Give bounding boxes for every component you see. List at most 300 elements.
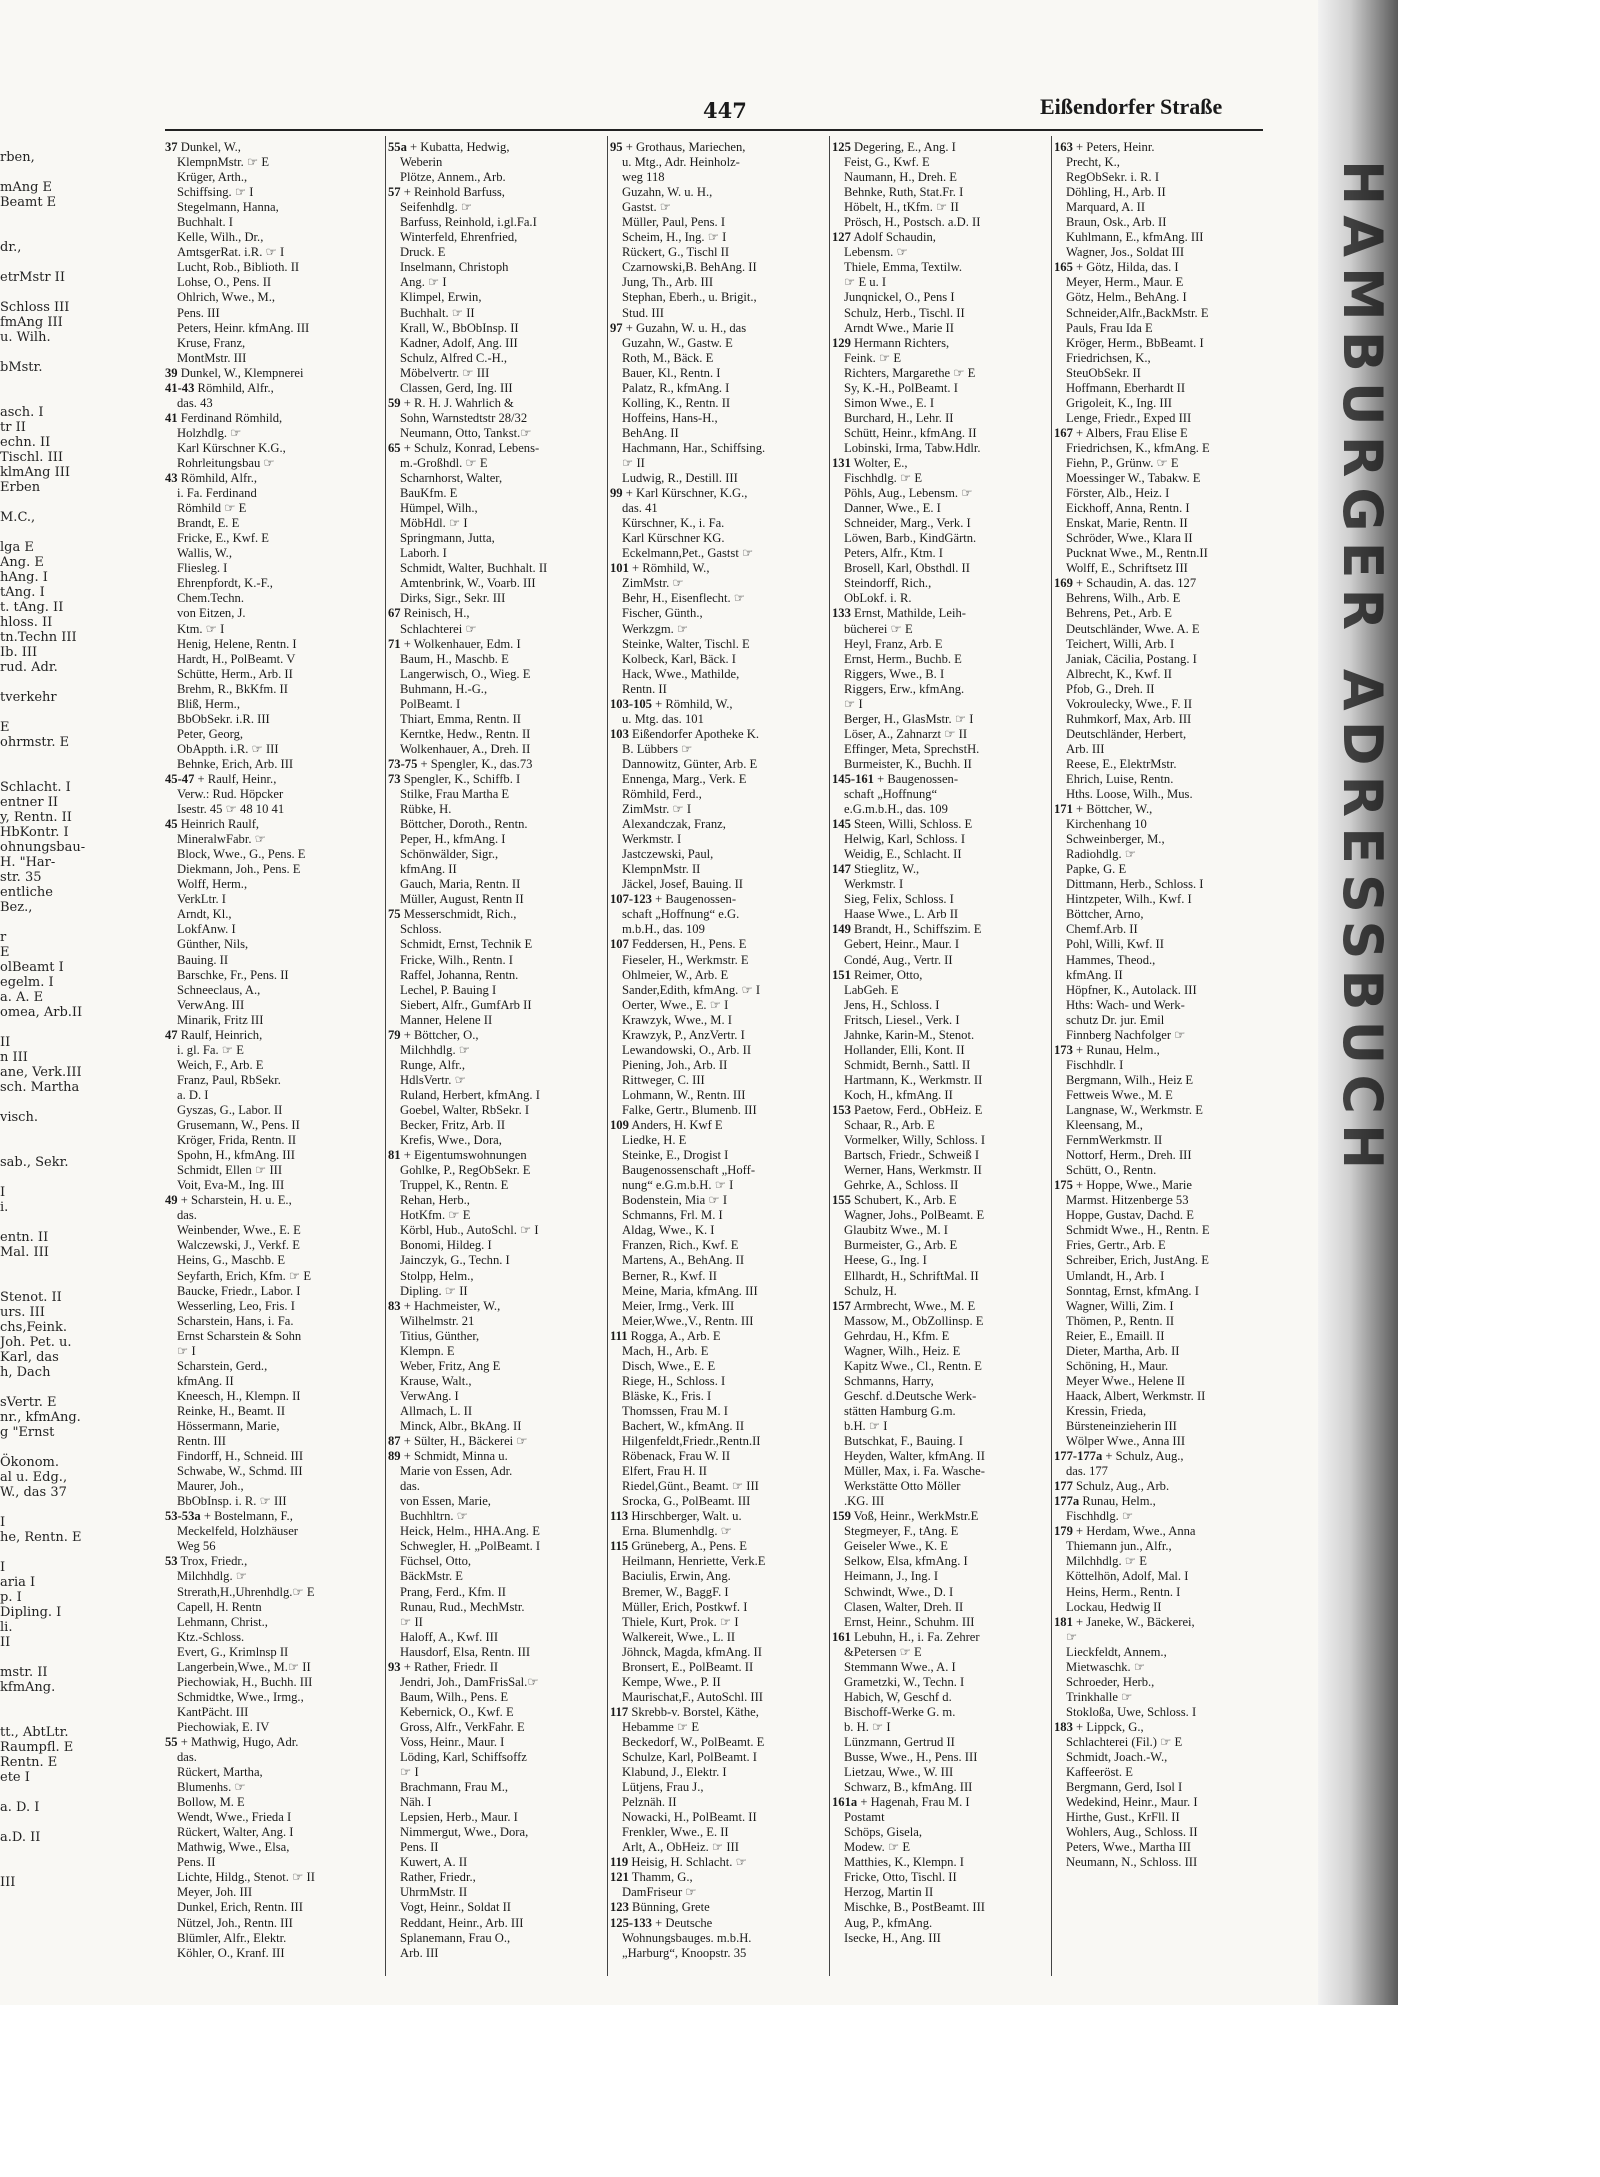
resident-entry xyxy=(832,787,1050,802)
resident-entry xyxy=(1054,1600,1272,1615)
resident-entry xyxy=(165,426,383,441)
entry-text: Burchard, H., Lehr. II xyxy=(844,410,954,425)
entry-text: Modew. ☞ E xyxy=(844,1840,911,1855)
entry-text: „Harburg“, Knoopstr. 35 xyxy=(622,1945,747,1960)
house-number: 159 xyxy=(832,1509,851,1524)
house-number-entry xyxy=(165,1735,383,1750)
resident-entry xyxy=(388,1539,606,1554)
resident-entry xyxy=(832,1088,1050,1103)
resident-entry xyxy=(1054,1103,1272,1118)
entry-text: Fieseler, H., Werkmstr. E xyxy=(622,952,749,967)
resident-entry xyxy=(1054,245,1272,260)
entry-text: Arb. III xyxy=(400,1945,439,1960)
entry-text: Heyden, Walter, kfmAng. II xyxy=(844,1449,985,1464)
facing-page-line xyxy=(0,750,70,765)
resident-entry xyxy=(388,968,606,983)
resident-entry xyxy=(388,321,606,336)
facing-page-line: Rentn. E xyxy=(0,1755,58,1770)
house-number: 75 xyxy=(388,907,401,922)
entry-text: Gehrke, A., Schloss. II xyxy=(844,1178,959,1193)
entry-text: Weg 56 xyxy=(177,1539,216,1554)
entry-text: i. Fa. Ferdinand xyxy=(177,486,257,501)
entry-text: Siebert, Alfr., GumfArb II xyxy=(400,997,532,1012)
facing-page-line: li. xyxy=(0,1620,13,1635)
entry-text: Brandt, H., Schiffszim. E xyxy=(850,922,982,937)
entry-text: Bremer, W., BaggF. I xyxy=(622,1584,729,1599)
resident-entry xyxy=(388,1554,606,1569)
entry-text: Dunkel, Erich, Rentn. III xyxy=(177,1900,303,1915)
resident-entry xyxy=(165,531,383,546)
resident-entry xyxy=(1054,306,1272,321)
house-number: 161a xyxy=(832,1795,858,1810)
entry-text: Wolff, E., Schriftsetz III xyxy=(1066,561,1188,576)
resident-entry xyxy=(165,1720,383,1735)
resident-entry xyxy=(832,622,1050,637)
entry-text: Palatz, R., kfmAng. I xyxy=(622,380,730,395)
entry-text: Holzhdlg. ☞ xyxy=(177,425,242,440)
column-3 xyxy=(610,140,828,1970)
resident-entry xyxy=(388,1193,606,1208)
facing-page-line xyxy=(0,1095,70,1110)
resident-entry xyxy=(165,1630,383,1645)
entry-text: b.H. ☞ I xyxy=(844,1418,888,1433)
facing-page-line: hloss. II xyxy=(0,615,53,630)
resident-entry xyxy=(610,1208,828,1223)
entry-text: Rohrleitungsbau ☞ xyxy=(177,455,275,470)
entry-text: Thiemann jun., Alfr., xyxy=(1066,1539,1172,1554)
resident-entry xyxy=(165,1645,383,1660)
entry-text: Marie von Essen, Adr. xyxy=(400,1464,513,1479)
house-number-entry xyxy=(832,817,1050,832)
resident-entry xyxy=(388,1931,606,1946)
facing-page-line: nr., kfmAng. xyxy=(0,1410,81,1425)
house-number-entry xyxy=(1054,140,1272,155)
resident-entry xyxy=(1054,832,1272,847)
resident-entry xyxy=(1054,892,1272,907)
resident-entry xyxy=(165,802,383,817)
entry-text: Schiffsing. ☞ I xyxy=(177,185,254,200)
entry-text: Alexandczak, Franz, xyxy=(622,817,726,832)
entry-text: Höpfner, K., Autolack. III xyxy=(1066,982,1197,997)
entry-text: Krause, Walt., xyxy=(400,1373,472,1388)
house-number-entry xyxy=(1054,260,1272,275)
resident-entry xyxy=(832,215,1050,230)
house-number-entry xyxy=(1054,1449,1272,1464)
house-number: 101 xyxy=(610,561,629,576)
entry-text: Piechowiak, E. IV xyxy=(177,1719,270,1734)
entry-text: Capell, H. Rentn xyxy=(177,1599,262,1614)
entry-text: Trinkhalle ☞ xyxy=(1066,1689,1133,1704)
facing-page-line: tverkehr xyxy=(0,690,57,705)
facing-page-line xyxy=(0,1260,70,1275)
resident-entry xyxy=(388,516,606,531)
resident-entry xyxy=(1054,1314,1272,1329)
entry-text: Allmach, L. II xyxy=(400,1403,473,1418)
entry-text: Rückert, Martha, xyxy=(177,1765,263,1780)
resident-entry xyxy=(388,351,606,366)
entry-text: ZimMstr. ☞ xyxy=(622,576,684,591)
house-number: 65 xyxy=(388,440,401,455)
entry-text: Schulz, Herb., Tischl. II xyxy=(844,305,965,320)
resident-entry xyxy=(165,1253,383,1268)
entry-text: Hths: Wach- und Werk- xyxy=(1066,997,1185,1012)
entry-text: Friedrichsen, K., kfmAng. E xyxy=(1066,440,1210,455)
entry-text: Dunkel, W., Klempnerei xyxy=(177,365,304,380)
resident-entry xyxy=(388,426,606,441)
resident-entry xyxy=(165,561,383,576)
resident-entry xyxy=(1054,366,1272,381)
resident-entry xyxy=(610,1449,828,1464)
resident-entry xyxy=(165,260,383,275)
resident-entry xyxy=(610,862,828,877)
resident-entry xyxy=(388,622,606,637)
entry-text: Glaubitz Wwe., M. I xyxy=(844,1223,948,1238)
house-number-entry xyxy=(832,968,1050,983)
resident-entry xyxy=(165,1931,383,1946)
entry-text: .KG. III xyxy=(844,1494,885,1509)
entry-text: Kuwert, A. II xyxy=(400,1855,468,1870)
facing-page-line: p. I xyxy=(0,1590,22,1605)
resident-entry xyxy=(388,652,606,667)
resident-entry xyxy=(832,697,1050,712)
entry-text: Kröger, Herm., BbBeamt. I xyxy=(1066,335,1204,350)
facing-page-line: sab., Sekr. xyxy=(0,1155,69,1170)
entry-text: Fischer, Günth., xyxy=(622,606,703,621)
entry-text: Ferdinand Römhild, xyxy=(177,410,283,425)
facing-page-line xyxy=(0,255,70,270)
entry-text: Beckedorf, W., PolBeamt. E xyxy=(622,1734,765,1749)
resident-entry xyxy=(165,862,383,877)
facing-page-line xyxy=(0,1845,70,1860)
entry-text: Rübke, H. xyxy=(400,802,452,817)
resident-entry xyxy=(388,1810,606,1825)
facing-page-edge xyxy=(0,150,86,1890)
entry-text: Hack, Wwe., Mathilde, xyxy=(622,666,740,681)
resident-entry xyxy=(388,1163,606,1178)
resident-entry xyxy=(165,637,383,652)
house-number: 177a xyxy=(1054,1494,1080,1509)
entry-text: Raffel, Johanna, Rentn. xyxy=(400,967,519,982)
resident-entry xyxy=(1054,1284,1272,1299)
resident-entry xyxy=(832,591,1050,606)
resident-entry xyxy=(388,1314,606,1329)
entry-text: Arndt Wwe., Marie II xyxy=(844,320,954,335)
resident-entry xyxy=(388,697,606,712)
house-number: 45 xyxy=(165,817,178,832)
entry-text: Schütte, Herm., Arb. II xyxy=(177,666,293,681)
resident-entry xyxy=(388,1825,606,1840)
entry-text: i. gl. Fa. ☞ E xyxy=(177,1042,244,1057)
resident-entry xyxy=(388,1208,606,1223)
house-number: 171 xyxy=(1054,802,1073,817)
entry-text: Prang, Ferd., Kfm. II xyxy=(400,1584,506,1599)
resident-entry xyxy=(165,1223,383,1238)
column-5 xyxy=(1054,140,1272,1970)
facing-page-line xyxy=(0,1125,70,1140)
entry-text: Manner, Helene II xyxy=(400,1012,493,1027)
house-number: 133 xyxy=(832,606,851,621)
entry-text: Jöhnck, Magda, kfmAng. II xyxy=(622,1644,762,1659)
resident-entry xyxy=(1054,1389,1272,1404)
entry-text: Kressin, Frieda, xyxy=(1066,1403,1147,1418)
house-number: 93 xyxy=(388,1659,401,1674)
resident-entry xyxy=(1054,1434,1272,1449)
resident-entry xyxy=(610,667,828,682)
entry-text: Meyer Wwe., Helene II xyxy=(1066,1373,1186,1388)
entry-text: Klempn. E xyxy=(400,1343,455,1358)
house-number-entry xyxy=(388,907,606,922)
entry-text: Gross, Alfr., VerkFahr. E xyxy=(400,1719,525,1734)
facing-page-line: omea, Arb.II xyxy=(0,1005,83,1020)
entry-text: Riggers, Wwe., B. I xyxy=(844,666,945,681)
entry-text: Albrecht, K., Kwf. II xyxy=(1066,666,1172,681)
house-number-entry xyxy=(610,1329,828,1344)
resident-entry xyxy=(610,1163,828,1178)
resident-entry xyxy=(388,1178,606,1193)
facing-page-line: i. xyxy=(0,1200,9,1215)
resident-entry xyxy=(388,1223,606,1238)
entry-text: B. Lübbers ☞ xyxy=(622,741,693,756)
resident-entry xyxy=(165,727,383,742)
entry-text: Fettweis Wwe., M. E xyxy=(1066,1087,1173,1102)
entry-text: von Eitzen, J. xyxy=(177,606,246,621)
entry-text: stätten Hamburg G.m. xyxy=(844,1403,956,1418)
entry-text: Erna. Blumenhdlg. ☞ xyxy=(622,1524,732,1539)
resident-entry xyxy=(832,1600,1050,1615)
resident-entry xyxy=(832,1374,1050,1389)
entry-text: + Hagenah, Frau M. I xyxy=(857,1795,970,1810)
entry-text: Thamm, G., xyxy=(628,1870,693,1885)
facing-page-line: h, Dach xyxy=(0,1365,51,1380)
entry-text: Paetow, Ferd., ObHeiz. E xyxy=(850,1103,983,1117)
resident-entry xyxy=(1054,712,1272,727)
entry-text: Neumann, N., Schloss. III xyxy=(1066,1855,1198,1870)
resident-entry xyxy=(832,937,1050,952)
resident-entry xyxy=(165,1058,383,1073)
spine-text: HAMBURGER ADRESSBUCH xyxy=(1331,160,1394,1180)
resident-entry xyxy=(388,260,606,275)
resident-entry xyxy=(388,1675,606,1690)
facing-page-line: Erben xyxy=(0,480,41,495)
entry-text: Werkmstr. I xyxy=(844,877,904,892)
house-number-entry xyxy=(388,757,606,772)
entry-text: Martens, A., BehAng. II xyxy=(622,1253,745,1268)
entry-text: Milchhdlg. ☞ xyxy=(177,1569,248,1584)
entry-text: Bartsch, Friedr., Schweiß I xyxy=(844,1148,980,1163)
house-number-entry xyxy=(610,1900,828,1915)
entry-text: Koch, H., kfmAng. II xyxy=(844,1087,953,1102)
resident-entry xyxy=(610,1675,828,1690)
entry-text: Römhild, Alfr., xyxy=(177,471,258,486)
facing-page-line: Raumpfl. E xyxy=(0,1740,74,1755)
entry-text: + Römhild, W., xyxy=(651,696,733,711)
facing-page-line: egelm. I xyxy=(0,975,54,990)
facing-page-line xyxy=(0,375,70,390)
house-number-entry xyxy=(610,1705,828,1720)
entry-text: MontMstr. III xyxy=(177,350,247,365)
entry-text: Schwarz, B., kfmAng. III xyxy=(844,1780,973,1795)
entry-text: Degering, E., Ang. I xyxy=(850,140,956,154)
entry-text: Stieglitz, W., xyxy=(850,862,920,877)
resident-entry xyxy=(165,1524,383,1539)
entry-text: Kempe, Wwe., P. II xyxy=(622,1674,721,1689)
entry-text: Schneider,Alfr.,BackMstr. E xyxy=(1066,305,1209,320)
resident-entry xyxy=(165,1163,383,1178)
house-number: 157 xyxy=(832,1298,851,1313)
entry-text: Römhild ☞ E xyxy=(177,501,247,516)
entry-text: Ktm. ☞ I xyxy=(177,621,225,636)
resident-entry xyxy=(1054,1750,1272,1765)
entry-text: + Baugenossen- xyxy=(651,892,737,907)
resident-entry xyxy=(388,1374,606,1389)
resident-entry xyxy=(1054,1253,1272,1268)
facing-page-line: E xyxy=(0,945,10,960)
entry-text: Vormelker, Willy, Schloss. I xyxy=(844,1133,986,1148)
resident-entry xyxy=(610,1058,828,1073)
resident-entry xyxy=(165,877,383,892)
facing-page-line xyxy=(0,675,70,690)
entry-text: a. D. I xyxy=(177,1087,209,1102)
entry-text: Pfob, G., Dreh. II xyxy=(1066,681,1155,696)
entry-text: Strerath,H.,Uhrenhdlg.☞ E xyxy=(177,1584,315,1599)
entry-text: Schulze, Karl, PolBeamt. I xyxy=(622,1750,758,1765)
resident-entry xyxy=(832,471,1050,486)
resident-entry xyxy=(165,757,383,772)
facing-page-line: Tischl. III xyxy=(0,450,63,465)
resident-entry xyxy=(388,155,606,170)
facing-page-line xyxy=(0,1860,70,1875)
entry-text: Behnke, Ruth, Stat.Fr. I xyxy=(844,185,964,200)
resident-entry xyxy=(1054,1208,1272,1223)
entry-text: e.G.m.b.H., das. 109 xyxy=(844,802,948,817)
resident-entry xyxy=(610,1750,828,1765)
resident-entry xyxy=(610,471,828,486)
house-number-entry xyxy=(1054,1479,1272,1494)
resident-entry xyxy=(610,1615,828,1630)
column-divider xyxy=(385,136,386,1976)
resident-entry xyxy=(165,215,383,230)
entry-text: m.-Großhdl. ☞ E xyxy=(400,455,488,470)
entry-text: Helwig, Karl, Schloss. I xyxy=(844,832,966,847)
entry-text: Steindorff, Rich., xyxy=(844,576,932,591)
resident-entry xyxy=(165,1539,383,1554)
house-number-entry xyxy=(388,1299,606,1314)
entry-text: Eckelmann,Pet., Gastst ☞ xyxy=(622,546,754,561)
facing-page-line: dr., xyxy=(0,240,22,255)
resident-entry xyxy=(832,275,1050,290)
entry-text: Butschkat, F., Bauing. I xyxy=(844,1434,963,1449)
house-number-entry xyxy=(832,1795,1050,1810)
entry-text: Schulz, H. xyxy=(844,1283,897,1298)
resident-entry xyxy=(1054,983,1272,998)
entry-text: Schlachterei (Fil.) ☞ E xyxy=(1066,1734,1183,1749)
facing-page-line: Beamt E xyxy=(0,195,57,210)
entry-text: Jens, H., Schloss. I xyxy=(844,997,940,1012)
facing-page-line: str. 35 xyxy=(0,870,42,885)
entry-text: Ernst, Heinr., Schuhm. III xyxy=(844,1614,975,1629)
entry-text: Füchsel, Otto, xyxy=(400,1554,472,1569)
resident-entry xyxy=(1054,682,1272,697)
entry-text: Gehrdau, H., Kfm. E xyxy=(844,1328,950,1343)
resident-entry xyxy=(610,1404,828,1419)
resident-entry xyxy=(832,1900,1050,1915)
resident-entry xyxy=(165,998,383,1013)
resident-entry xyxy=(1054,652,1272,667)
resident-entry xyxy=(388,1284,606,1299)
house-number: 123 xyxy=(610,1900,629,1915)
facing-page-line xyxy=(0,525,70,540)
entry-text: Bergmann, Wilh., Heiz E xyxy=(1066,1072,1194,1087)
house-number-entry xyxy=(388,772,606,787)
entry-text: Behnke, Erich, Arb. III xyxy=(177,756,294,771)
resident-entry xyxy=(165,1615,383,1630)
resident-entry xyxy=(165,1434,383,1449)
house-number-entry xyxy=(388,1148,606,1163)
facing-page-line: chs,Feink. xyxy=(0,1320,67,1335)
house-number-entry xyxy=(165,140,383,155)
resident-entry xyxy=(1054,817,1272,832)
resident-entry xyxy=(832,1479,1050,1494)
resident-entry xyxy=(165,1404,383,1419)
house-number-entry xyxy=(832,140,1050,155)
entry-text: Ludwig, R., Destill. III xyxy=(622,471,738,486)
resident-entry xyxy=(388,1133,606,1148)
entry-text: Lohse, O., Pens. II xyxy=(177,275,272,290)
facing-page-line: II xyxy=(0,1035,11,1050)
entry-text: Walczewski, J., Verkf. E xyxy=(177,1238,300,1253)
entry-text: Wolff, Herm., xyxy=(177,877,248,892)
entry-text: das. xyxy=(400,1479,420,1494)
resident-entry xyxy=(610,1795,828,1810)
facing-page-line xyxy=(0,285,70,300)
resident-entry xyxy=(832,998,1050,1013)
facing-page-line: lga E xyxy=(0,540,34,555)
entry-text: Ernst, Herm., Buchb. E xyxy=(844,651,962,666)
facing-page-line xyxy=(0,1500,70,1515)
resident-entry xyxy=(388,1885,606,1900)
resident-entry xyxy=(165,1840,383,1855)
resident-entry xyxy=(832,1329,1050,1344)
resident-entry xyxy=(1054,1058,1272,1073)
entry-text: Deutschländer, Herbert, xyxy=(1066,726,1187,741)
facing-page-line xyxy=(0,1785,70,1800)
house-number: 181 xyxy=(1054,1614,1073,1629)
house-number-entry xyxy=(388,1449,606,1464)
entry-text: Kebernick, O., Kwf. E xyxy=(400,1704,514,1719)
entry-text: Weich, F., Arb. E xyxy=(177,1057,264,1072)
entry-text: Dirks, Sigr., Sekr. III xyxy=(400,591,506,606)
resident-entry xyxy=(832,290,1050,305)
resident-entry xyxy=(1054,667,1272,682)
entry-text: Wölper Wwe., Anna III xyxy=(1066,1434,1186,1449)
facing-page-line xyxy=(0,390,70,405)
entry-text: bücherei ☞ E xyxy=(844,621,913,636)
entry-text: Gohlke, P., RegObSekr. E xyxy=(400,1163,531,1178)
entry-text: Ehrenpfordt, K.-F., xyxy=(177,576,273,591)
entry-text: HotKfm. ☞ E xyxy=(400,1208,471,1223)
entry-text: Meyer, Herm., Maur. E xyxy=(1066,275,1184,290)
entry-text: Grametzki, W., Techn. I xyxy=(844,1674,965,1689)
house-number-entry xyxy=(832,772,1050,787)
entry-text: Messerschmidt, Rich., xyxy=(400,907,517,922)
resident-entry xyxy=(832,667,1050,682)
entry-text: Werner, Hans, Werkmstr. II xyxy=(844,1163,982,1178)
entry-text: ZimMstr. ☞ I xyxy=(622,802,692,817)
entry-text: das. 43 xyxy=(177,395,213,410)
house-number-entry xyxy=(1054,1720,1272,1735)
entry-text: Ohlrich, Wwe., M., xyxy=(177,290,276,305)
house-number: 89 xyxy=(388,1449,401,1464)
